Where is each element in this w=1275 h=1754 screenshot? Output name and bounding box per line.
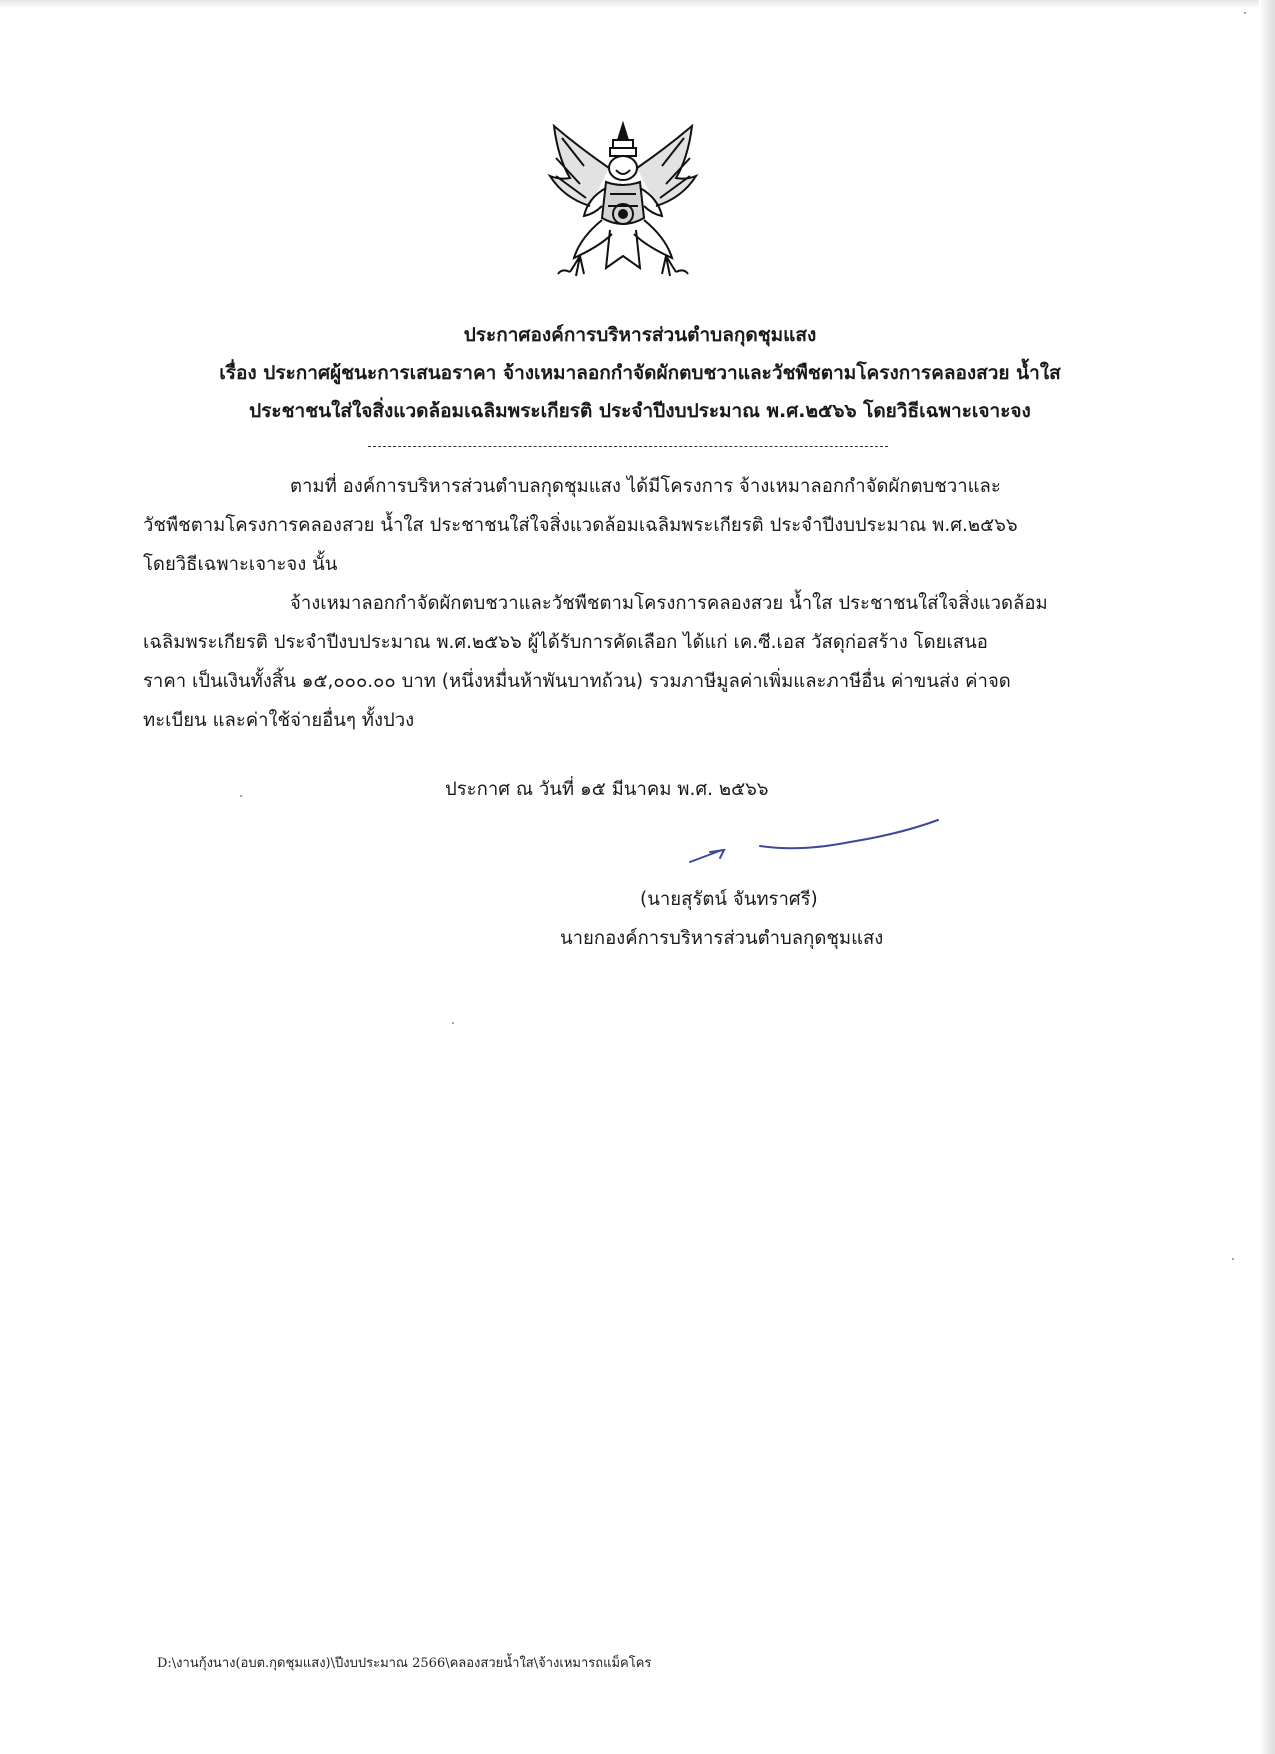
body-paragraph-2-line-4: ทะเบียน และค่าใช้จ่ายอื่นๆ ทั้งปวง <box>143 710 415 731</box>
scan-speck <box>1244 12 1246 14</box>
file-path-footer: D:\งานกุ้งนาง(อบต.กุดชุมแสง)\ปีงบประมาณ 2566\คลองสวยน้ำใส\จ้างเหมารถแม็คโคร <box>157 1656 652 1671</box>
body-paragraph-2-line-2: เฉลิมพระเกียรติ ประจำปีงบประมาณ พ.ศ.๒๕๖๖ ผู้ได้รับการคัดเลือก ได้แก่ เค.ซี.เอส วัสดุก่อสร้าง โดยเสนอ <box>143 632 988 653</box>
scan-top-edge <box>0 0 1275 8</box>
announcement-date: ประกาศ ณ วันที่ ๑๕ มีนาคม พ.ศ. ๒๕๖๖ <box>445 779 769 800</box>
body-paragraph-1-line-2: วัชพืชตามโครงการคลองสวย น้ำใส ประชาชนใส่ใจสิ่งแวดล้อมเฉลิมพระเกียรติ ประจำปีงบประมาณ พ.ศ.๒๕๖๖ <box>143 515 1018 536</box>
scan-speck <box>452 1022 454 1024</box>
garuda-emblem-icon <box>540 118 706 284</box>
signatory-name: (นายสุรัตน์ จันทราศรี) <box>640 889 818 910</box>
announcement-subject-line-2: ประชาชนใส่ใจสิ่งแวดล้อมเฉลิมพระเกียรติ ประจำปีงบประมาณ พ.ศ.๒๕๖๖ โดยวิธีเฉพาะเจาะจง <box>249 400 1031 422</box>
announcement-subject-line-1: เรื่อง ประกาศผู้ชนะการเสนอราคา จ้างเหมาลอกกำจัดผักตบชวาและวัชพืชตามโครงการคลองสวย น้ำใส <box>219 362 1061 384</box>
announcement-title: ประกาศองค์การบริหารส่วนตำบลกุดชุมแสง <box>463 324 817 346</box>
body-paragraph-1-line-1: ตามที่ องค์การบริหารส่วนตำบลกุดชุมแสง ได้มีโครงการ จ้างเหมาลอกกำจัดผักตบชวาและ <box>290 476 1001 497</box>
body-paragraph-2-line-3: ราคา เป็นเงินทั้งสิ้น ๑๕,๐๐๐.๐๐ บาท (หนึ่งหมื่นห้าพันบาทถ้วน) รวมภาษีมูลค่าเพิ่มและภาษีอื่น ค่าขนส่ง ค่าจด <box>143 671 1011 692</box>
body-paragraph-2-line-1: จ้างเหมาลอกกำจัดผักตบชวาและวัชพืชตามโครงการคลองสวย น้ำใส ประชาชนใส่ใจสิ่งแวดล้อม <box>290 593 1048 614</box>
scan-speck <box>1232 1258 1234 1260</box>
scan-right-edge <box>1259 0 1275 1754</box>
signatory-position: นายกองค์การบริหารส่วนตำบลกุดชุมแสง <box>560 928 884 949</box>
signature-mark <box>680 812 950 872</box>
body-paragraph-1-line-3: โดยวิธีเฉพาะเจาะจง นั้น <box>143 554 338 575</box>
heading-divider <box>368 446 888 447</box>
scan-speck <box>240 795 242 797</box>
